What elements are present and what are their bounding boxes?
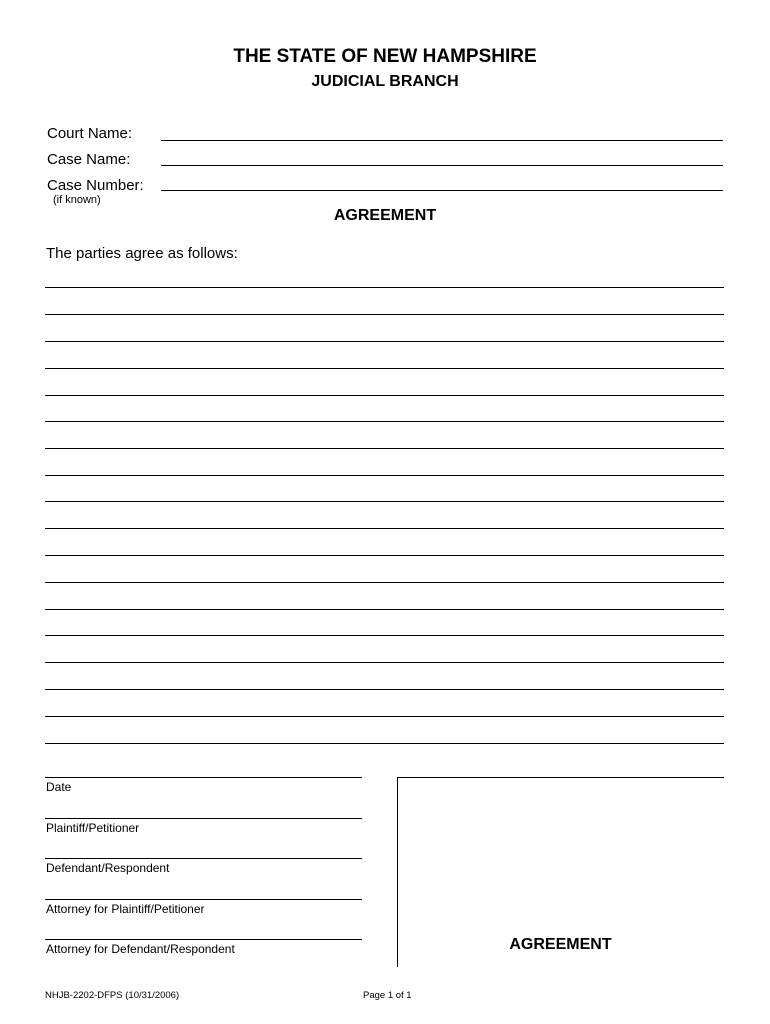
court-name-field[interactable]: [161, 140, 723, 141]
plaintiff-label: Plaintiff/Petitioner: [46, 821, 140, 835]
agreement-line[interactable]: [45, 689, 724, 690]
attorney-plaintiff-label: Attorney for Plaintiff/Petitioner: [46, 902, 205, 916]
form-id: NHJB-2202-DFPS (10/31/2006): [45, 990, 180, 1001]
agreement-line[interactable]: [45, 635, 724, 636]
agreement-line[interactable]: [45, 448, 724, 449]
defendant-signature-line[interactable]: [45, 858, 362, 859]
case-name-field[interactable]: [161, 165, 723, 166]
case-number-label: Case Number:: [47, 177, 144, 194]
agreement-line[interactable]: [45, 716, 724, 717]
agreement-line[interactable]: [45, 475, 724, 476]
agreement-line[interactable]: [45, 555, 724, 556]
attorney-defendant-signature-line[interactable]: [45, 939, 362, 940]
date-label: Date: [46, 780, 72, 794]
agreement-line[interactable]: [45, 582, 724, 583]
box-agreement-title: AGREEMENT: [509, 936, 612, 953]
agreement-intro: The parties agree as follows:: [46, 245, 238, 262]
agreement-line[interactable]: [45, 421, 724, 422]
plaintiff-signature-line[interactable]: [45, 818, 362, 819]
case-number-note: (if known): [53, 194, 101, 206]
agreement-line[interactable]: [45, 743, 724, 744]
agreement-line[interactable]: [45, 609, 724, 610]
case-name-label: Case Name:: [47, 151, 131, 168]
defendant-label: Defendant/Respondent: [46, 861, 170, 875]
agreement-line[interactable]: [45, 287, 724, 288]
date-signature-line[interactable]: [45, 777, 362, 778]
agreement-line[interactable]: [45, 314, 724, 315]
agreement-heading: AGREEMENT: [333, 207, 437, 224]
agreement-line[interactable]: [45, 501, 724, 502]
agreement-line[interactable]: [45, 662, 724, 663]
agreement-line[interactable]: [45, 395, 724, 396]
page-number: Page 1 of 1: [363, 990, 412, 1001]
document-title: THE STATE OF NEW HAMPSHIRE: [233, 46, 537, 67]
case-number-field[interactable]: [161, 190, 723, 191]
agreement-line[interactable]: [45, 341, 724, 342]
agreement-line[interactable]: [45, 368, 724, 369]
box-top-border: [397, 777, 724, 778]
agreement-line[interactable]: [45, 528, 724, 529]
document-subtitle: JUDICIAL BRANCH: [311, 73, 459, 90]
attorney-defendant-label: Attorney for Defendant/Respondent: [46, 942, 235, 956]
court-name-label: Court Name:: [47, 125, 133, 142]
attorney-plaintiff-signature-line[interactable]: [45, 899, 362, 900]
